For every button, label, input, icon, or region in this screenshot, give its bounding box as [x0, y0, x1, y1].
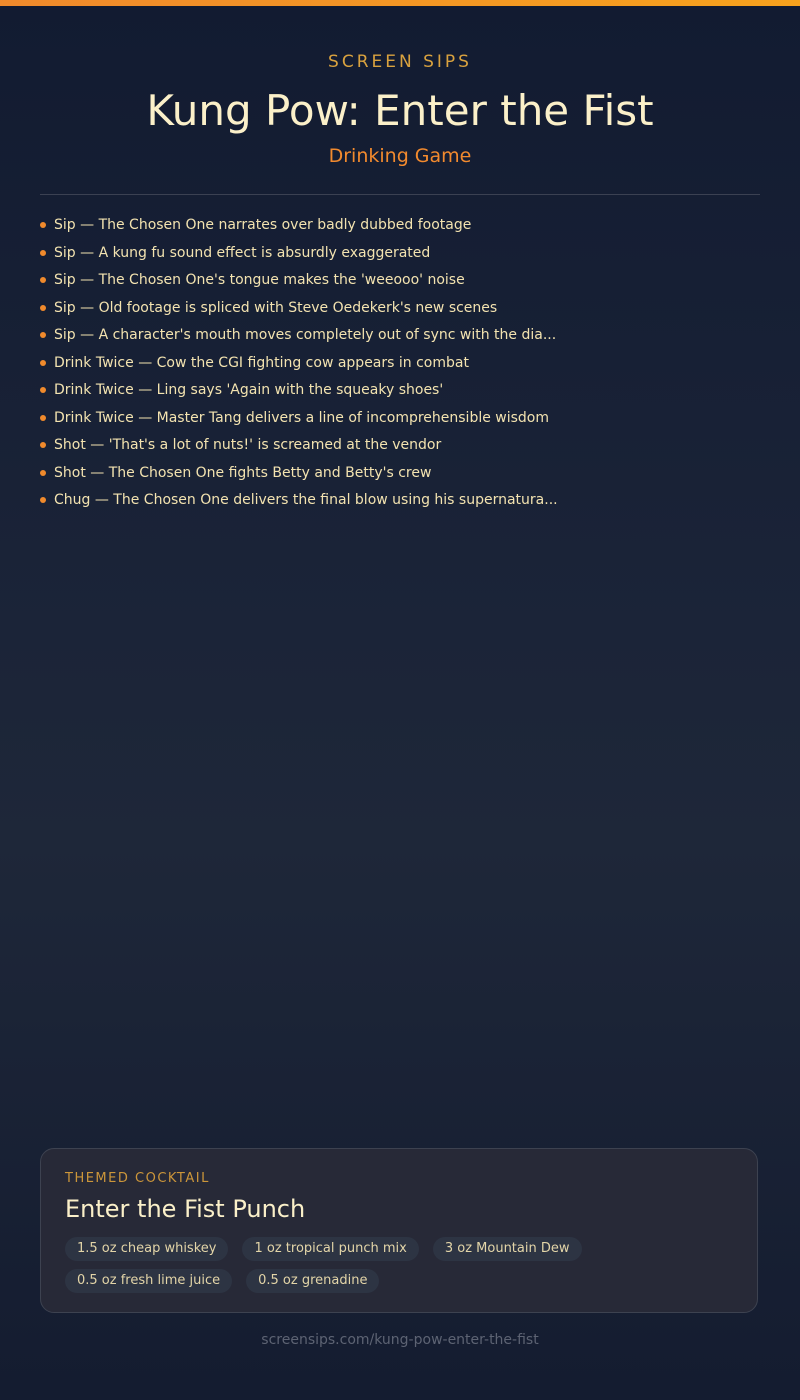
bullet-dot-icon	[40, 277, 46, 283]
rule-item	[40, 351, 760, 379]
page-subtitle: Drinking Game	[328, 145, 472, 167]
brand-label: SCREEN SIPS	[328, 52, 472, 72]
rule-text: Sip — Old footage is spliced with Steve Oedekerk's new scenes	[54, 299, 498, 316]
page-title: Kung Pow: Enter the Fist	[146, 86, 654, 135]
bullet-dot-icon	[40, 222, 46, 228]
rule-item	[40, 378, 760, 406]
ingredient-chip: 1 oz tropical punch mix	[242, 1237, 418, 1261]
rule-text: Shot — 'That's a lot of nuts!' is screamed at the vendor	[54, 437, 442, 453]
bullet-dot-icon	[40, 332, 46, 338]
rule-item	[40, 241, 760, 269]
rule-text: Sip — The Chosen One's tongue makes the 'weeooo' noise	[54, 272, 465, 288]
rule-text: Drink Twice — Cow the CGI fighting cow appears in combat	[54, 354, 469, 371]
cocktail-label: THEMED COCKTAIL	[65, 1171, 210, 1186]
bullet-dot-icon	[40, 415, 46, 421]
bullet-dot-icon	[40, 360, 46, 366]
rule-item	[40, 433, 760, 461]
bullet-dot-icon	[40, 497, 46, 503]
rule-item	[40, 488, 760, 516]
cocktail-name: Enter the Fist Punch	[65, 1195, 306, 1223]
bullet-dot-icon	[40, 305, 46, 311]
ingredient-chip: 0.5 oz grenadine	[246, 1269, 379, 1293]
cocktail-card	[40, 1148, 758, 1313]
rule-text: Sip — A character's mouth moves completely out of sync with the dia...	[54, 327, 557, 343]
ingredient-chip: 3 oz Mountain Dew	[433, 1237, 582, 1261]
rule-text: Shot — The Chosen One fights Betty and Betty's crew	[54, 464, 432, 481]
footer-url: screensips.com/kung-pow-enter-the-fist	[261, 1332, 539, 1348]
rule-item	[40, 296, 760, 324]
rule-text: Drink Twice — Master Tang delivers a line of incomprehensible wisdom	[54, 409, 550, 426]
bullet-dot-icon	[40, 250, 46, 256]
bullet-dot-icon	[40, 387, 46, 393]
rule-text: Sip — A kung fu sound effect is absurdly exaggerated	[54, 244, 431, 261]
ingredients-list	[65, 1237, 735, 1293]
rule-item	[40, 406, 760, 434]
bullet-dot-icon	[40, 442, 46, 448]
rule-item	[40, 323, 760, 351]
rule-text: Chug — The Chosen One delivers the final blow using his supernatura...	[54, 492, 558, 508]
top-accent-bar	[0, 0, 800, 6]
bullet-dot-icon	[40, 470, 46, 476]
rule-text: Drink Twice — Ling says 'Again with the squeaky shoes'	[54, 382, 444, 398]
rule-text: Sip — The Chosen One narrates over badly dubbed footage	[54, 217, 472, 233]
rule-item	[40, 461, 760, 489]
ingredient-chip: 1.5 oz cheap whiskey	[65, 1237, 228, 1261]
ingredient-chip: 0.5 oz fresh lime juice	[65, 1269, 232, 1293]
rule-item	[40, 213, 760, 241]
divider	[40, 194, 760, 195]
rule-item	[40, 268, 760, 296]
rules-list	[40, 213, 760, 516]
